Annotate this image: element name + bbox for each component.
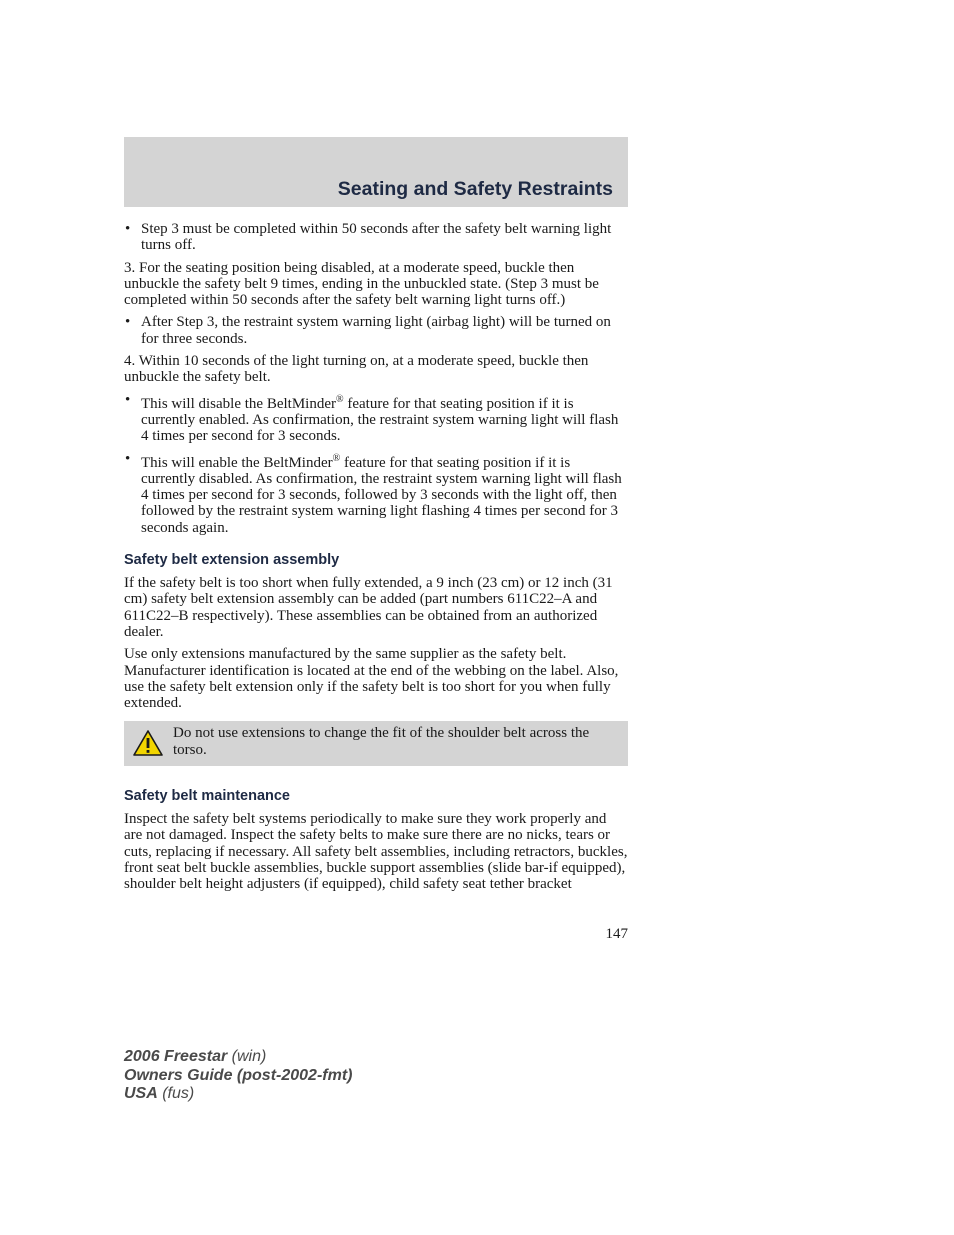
page-body	[124, 221, 628, 899]
footer-line-1	[124, 1048, 352, 1067]
footer-line-3	[124, 1085, 352, 1104]
warning-triangle-icon	[132, 729, 164, 757]
bullet-text-end: feature for that seating position if it is currently enabled. As confirmation, the restraint system warning light will flash 4 times per second for 3 seconds.	[141, 395, 619, 445]
bullet-glyph: •	[125, 221, 131, 237]
footer-guide: Owners Guide (post-2002-fmt)	[124, 1066, 353, 1084]
bullet-glyph: •	[125, 314, 131, 331]
footer-region-code: (fus)	[157, 1085, 195, 1102]
paragraph-extension-2: Use only extensions manufactured by the same supplier as the safety belt. Manufacturer identification is located at the end of the webbing on the label. Also, use the safety belt extension only if the safety belt is too short for you when fully extended.	[124, 646, 619, 712]
bullet-item	[124, 221, 628, 254]
document-footer	[124, 1048, 352, 1104]
paragraph-maintenance: Inspect the safety belt systems periodically to make sure they work properly and are not damaged. Inspect the safety belts to make sure there are no nicks, tears or cuts, replacing if necessary. All safety belt assemblies, including retractors, buckles, front seat belt buckle assemblies, buckle support assemblies (slide bar-if equipped), shoulder belt height adjusters (if equipped), child safety seat tether bracket	[124, 811, 628, 893]
bullet-text-start: This will enable the BeltMinder	[141, 454, 333, 471]
footer-model: 2006 Freestar	[124, 1048, 228, 1065]
footer-region: USA	[124, 1085, 158, 1102]
bullet-item	[124, 392, 628, 445]
paragraph-step-4: 4. Within 10 seconds of the light turning on, at a moderate speed, buckle then unbuckle the safety belt.	[124, 353, 589, 386]
section-title: Seating and Safety Restraints	[337, 178, 613, 200]
bullet-text: Step 3 must be completed within 50 seconds after the safety belt warning light turns off.	[141, 221, 612, 254]
subheading-maintenance: Safety belt maintenance	[124, 788, 290, 805]
bullet-glyph: •	[125, 450, 131, 467]
paragraph-step-3: 3. For the seating position being disabled, at a moderate speed, buckle then unbuckle the safety belt 9 times, ending in the unbuckled state. (Step 3 must be completed within 50 seconds after the safety belt warning light turns off.)	[124, 259, 599, 309]
bullet-glyph: •	[125, 391, 131, 408]
footer-line-2	[124, 1067, 352, 1086]
bullet-item	[124, 451, 628, 536]
registered-mark: ®	[335, 393, 344, 405]
bullet-text-end: feature for that seating position if it is currently disabled. As confirmation, the restraint system warning light will flash 4 times per second for 3 seconds, followed by 3 seconds with the light off, then followed by the restraint system warning light flashing 4 times per second for 3 seconds again.	[141, 454, 622, 536]
bullet-text: After Step 3, the restraint system warning light (airbag light) will be turned on for three seconds.	[141, 314, 611, 347]
footer-model-code: (win)	[227, 1048, 267, 1065]
registered-mark: ®	[332, 452, 341, 464]
bullet-text-start: This will disable the BeltMinder	[141, 395, 336, 412]
paragraph-extension-1: If the safety belt is too short when fully extended, a 9 inch (23 cm) or 12 inch (31 cm) safety belt extension assembly can be added (part numbers 611C22–A and 611C22–B respectively). These assemblies can be obtained from an authorized dealer.	[124, 575, 613, 640]
warning-box	[124, 721, 628, 766]
warning-text: Do not use extensions to change the fit of the shoulder belt across the torso.	[173, 725, 590, 758]
bullet-item	[124, 314, 628, 347]
section-header-bar	[124, 137, 628, 207]
page-number: 147	[605, 926, 628, 942]
subheading-extension: Safety belt extension assembly	[124, 552, 340, 569]
